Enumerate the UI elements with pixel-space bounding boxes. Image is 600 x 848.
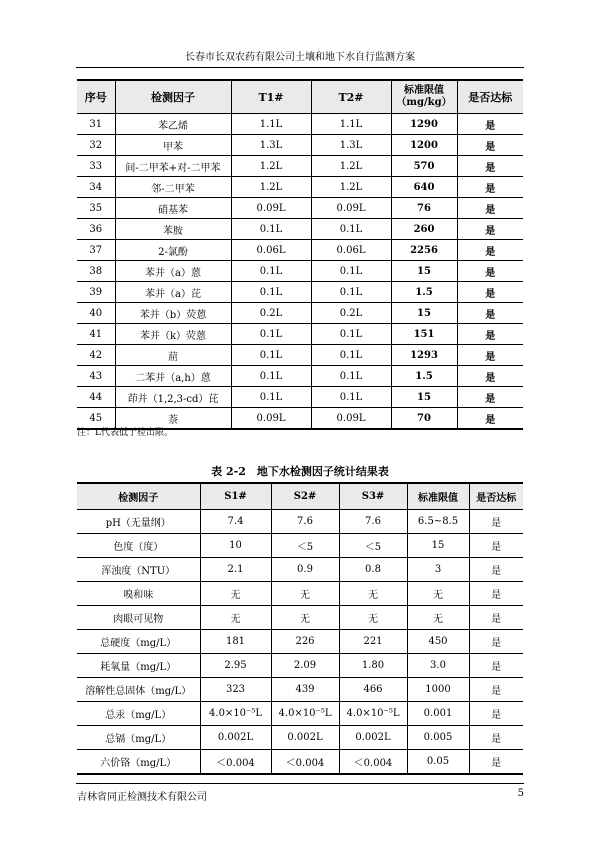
table-cell: 33 xyxy=(77,156,115,177)
table-cell: 总硬度（mg/L） xyxy=(77,630,200,654)
table-cell: 1.80 xyxy=(339,654,407,678)
table-cell: 0.09L xyxy=(231,408,311,430)
table-row xyxy=(77,114,523,135)
table-cell: 45 xyxy=(77,408,115,430)
table-cell: ＜5 xyxy=(339,534,407,558)
table-cell: 15 xyxy=(391,387,457,408)
table-cell: 无 xyxy=(200,582,271,606)
table-row xyxy=(77,135,523,156)
table-cell: 苯并（b）荧蒽 xyxy=(115,303,231,324)
table-cell: 323 xyxy=(200,678,271,702)
col-header-t1: T1# xyxy=(231,80,311,114)
table-cell: 0.1L xyxy=(231,366,311,387)
table-cell: 二苯并（a,h）蒽 xyxy=(115,366,231,387)
table-cell: 是 xyxy=(457,114,523,135)
table-cell: 是 xyxy=(469,534,523,558)
table-cell: 0.1L xyxy=(231,345,311,366)
table-cell: 是 xyxy=(457,408,523,430)
table-cell: 是 xyxy=(457,324,523,345)
table-cell: 76 xyxy=(391,198,457,219)
table-cell: 0.001 xyxy=(407,702,469,726)
table-row xyxy=(77,324,523,345)
table-cell: 0.06L xyxy=(231,240,311,261)
table-cell: 0.05 xyxy=(407,750,469,775)
table-row xyxy=(77,282,523,303)
table-row xyxy=(77,219,523,240)
table-cell: 是 xyxy=(469,630,523,654)
page-number: 5 xyxy=(517,788,524,799)
table-row xyxy=(77,198,523,219)
header-rule xyxy=(76,67,524,68)
table-cell: 是 xyxy=(457,219,523,240)
table-cell: 0.1L xyxy=(231,387,311,408)
table-cell: 肉眼可见物 xyxy=(77,606,200,630)
table-cell: ＜0.004 xyxy=(200,750,271,775)
table-cell: ＜0.004 xyxy=(271,750,339,775)
table-cell: 0.09L xyxy=(311,198,391,219)
table-cell: 0.002L xyxy=(271,726,339,750)
table-cell: 无 xyxy=(407,582,469,606)
table-cell: 1.2L xyxy=(231,177,311,198)
table-cell: 0.9 xyxy=(271,558,339,582)
table-cell: 是 xyxy=(469,726,523,750)
table-cell: 是 xyxy=(457,282,523,303)
col-header-compliant: 是否达标 xyxy=(457,80,523,114)
table-cell: 3 xyxy=(407,558,469,582)
table-row xyxy=(77,534,523,558)
table-cell: 0.1L xyxy=(311,387,391,408)
table-note: 注：L代表低于检出限。 xyxy=(77,428,173,438)
table-cell: 是 xyxy=(469,582,523,606)
table-cell: 苯胺 xyxy=(115,219,231,240)
table-cell: 0.1L xyxy=(311,345,391,366)
table-cell: 0.1L xyxy=(311,282,391,303)
table-cell: 1.3L xyxy=(311,135,391,156)
col-header-t2: T2# xyxy=(311,80,391,114)
col-header-factor: 检测因子 xyxy=(115,80,231,114)
col-header-s3: S3# xyxy=(339,483,407,510)
table-cell: ＜0.004 xyxy=(339,750,407,775)
table-cell: 2-氯酚 xyxy=(115,240,231,261)
table-cell: 1.1L xyxy=(231,114,311,135)
footer-company: 吉林省同正检测技术有限公司 xyxy=(77,792,207,803)
table-row xyxy=(77,726,523,750)
table-cell: 70 xyxy=(391,408,457,430)
table-header-row xyxy=(77,483,523,510)
table-cell: 0.8 xyxy=(339,558,407,582)
page-header: 长春市长双农药有限公司土壤和地下水自行监测方案 xyxy=(185,52,415,63)
table-cell: 0.1L xyxy=(311,366,391,387)
table-row xyxy=(77,156,523,177)
table-cell: 40 xyxy=(77,303,115,324)
table-row xyxy=(77,366,523,387)
table-cell: 苯并（a）芘 xyxy=(115,282,231,303)
table-cell: 1293 xyxy=(391,345,457,366)
table-cell: 0.2L xyxy=(311,303,391,324)
table-cell: 硝基苯 xyxy=(115,198,231,219)
table-cell: 嗅和味 xyxy=(77,582,200,606)
table-cell: 是 xyxy=(469,750,523,775)
table-cell: 42 xyxy=(77,345,115,366)
table-row xyxy=(77,606,523,630)
table-cell: 0.1L xyxy=(231,324,311,345)
table-cell: 41 xyxy=(77,324,115,345)
table-cell: 226 xyxy=(271,630,339,654)
table-row xyxy=(77,303,523,324)
table-cell: 39 xyxy=(77,282,115,303)
col-header-index: 序号 xyxy=(77,80,115,114)
table-cell: 466 xyxy=(339,678,407,702)
table-cell: 15 xyxy=(391,303,457,324)
table-cell: 31 xyxy=(89,118,103,130)
table-cell: 无 xyxy=(271,606,339,630)
table-cell: 0.1L xyxy=(231,282,311,303)
table-cell: 是 xyxy=(457,366,523,387)
table-cell: 221 xyxy=(339,630,407,654)
col-header-s1: S1# xyxy=(200,483,271,510)
table-row xyxy=(77,654,523,678)
table-cell: 茚并（1,2,3-cd）芘 xyxy=(115,387,231,408)
table-cell: 570 xyxy=(391,156,457,177)
table-cell: 0.06L xyxy=(311,240,391,261)
table-cell: 260 xyxy=(391,219,457,240)
table-cell: 0.1L xyxy=(311,219,391,240)
table-cell: 是 xyxy=(469,606,523,630)
table-cell: 37 xyxy=(77,240,115,261)
col-header-limit: 标准限值 xyxy=(407,483,469,510)
table-cell: 是 xyxy=(457,261,523,282)
table-cell: 1000 xyxy=(407,678,469,702)
table-cell: 苯并（a）蒽 xyxy=(115,261,231,282)
col-header-limit-line1: 标准限值 xyxy=(404,85,444,96)
table-row xyxy=(77,345,523,366)
table-cell: 151 xyxy=(391,324,457,345)
table-cell: 溶解性总固体（mg/L） xyxy=(77,678,200,702)
table-cell: 15 xyxy=(391,261,457,282)
table-cell: 1.2L xyxy=(231,156,311,177)
table-cell: 间-二甲苯+对-二甲苯 xyxy=(115,156,231,177)
table-row xyxy=(77,558,523,582)
table-cell: 是 xyxy=(457,198,523,219)
table-cell: 0.1L xyxy=(231,219,311,240)
table-cell: 无 xyxy=(407,606,469,630)
table-cell: 总汞（mg/L） xyxy=(77,702,200,726)
table-cell: 7.4 xyxy=(200,510,271,534)
table-cell: 苯并（k）荧蒽 xyxy=(115,324,231,345)
table-cell: 32 xyxy=(77,135,115,156)
col-header-limit-unit: （mg/kg） xyxy=(396,97,452,108)
table-cell: 450 xyxy=(407,630,469,654)
col-header-limit xyxy=(391,80,457,114)
soil-results-table xyxy=(77,79,523,430)
table-cell: 是 xyxy=(457,156,523,177)
table-cell: 甲苯 xyxy=(115,135,231,156)
table-row xyxy=(77,510,523,534)
table-cell: 181 xyxy=(200,630,271,654)
table-cell: 耗氧量（mg/L） xyxy=(77,654,200,678)
table-cell: 1.2L xyxy=(311,177,391,198)
table-cell: ＜5 xyxy=(271,534,339,558)
table-cell: 是 xyxy=(457,240,523,261)
table-cell: 是 xyxy=(469,654,523,678)
table-cell: 无 xyxy=(339,582,407,606)
table-row xyxy=(77,387,523,408)
table-cell: 1.5 xyxy=(391,366,457,387)
table-cell: 1.5 xyxy=(391,282,457,303)
table-cell: 1.1L xyxy=(311,114,391,135)
table-cell: pH（无量纲） xyxy=(105,518,171,529)
table-header-row xyxy=(77,80,523,114)
table-cell: 无 xyxy=(271,582,339,606)
table-cell: 邻-二甲苯 xyxy=(115,177,231,198)
table-cell: 0.1L xyxy=(231,261,311,282)
table-cell: 10 xyxy=(200,534,271,558)
table-cell: 2.95 xyxy=(200,654,271,678)
table-cell: 2.09 xyxy=(271,654,339,678)
table-cell: 1290 xyxy=(391,114,457,135)
table-cell: 1.3L xyxy=(231,135,311,156)
col-header-compliant: 是否达标 xyxy=(469,483,523,510)
table-cell: 4.0×10⁻⁵L xyxy=(200,702,271,726)
table-cell: 苯乙烯 xyxy=(115,114,231,135)
table-cell: 0.005 xyxy=(407,726,469,750)
table-cell: 0.002L xyxy=(339,726,407,750)
table-cell: 4.0×10⁻⁵L xyxy=(271,702,339,726)
table-cell: 36 xyxy=(77,219,115,240)
table-cell: 1.2L xyxy=(311,156,391,177)
table-row xyxy=(77,240,523,261)
table-cell: 是 xyxy=(469,558,523,582)
table-cell: 无 xyxy=(339,606,407,630)
table-cell: 0.09L xyxy=(231,198,311,219)
table-cell: 43 xyxy=(77,366,115,387)
table-cell: 640 xyxy=(391,177,457,198)
footer-rule xyxy=(76,783,524,784)
table-cell: 䓛 xyxy=(115,345,231,366)
table-cell: 38 xyxy=(77,261,115,282)
table-cell: 0.2L xyxy=(231,303,311,324)
table-cell: 是 xyxy=(469,678,523,702)
col-header-s2: S2# xyxy=(271,483,339,510)
table-row xyxy=(77,750,523,775)
table-cell: 15 xyxy=(407,534,469,558)
table-cell: 浑浊度（NTU） xyxy=(77,558,200,582)
table-row xyxy=(77,582,523,606)
table-row xyxy=(77,261,523,282)
table-cell: 六价铬（mg/L） xyxy=(77,750,200,775)
table-cell: 3.0 xyxy=(407,654,469,678)
table-cell: 4.0×10⁻⁵L xyxy=(339,702,407,726)
table-cell: 是 xyxy=(457,387,523,408)
table-cell: 0.002L xyxy=(200,726,271,750)
table-row xyxy=(77,702,523,726)
table-row xyxy=(77,678,523,702)
table-cell: 总镉（mg/L） xyxy=(77,726,200,750)
table-cell: 色度（度） xyxy=(77,534,200,558)
table-cell: 7.6 xyxy=(271,510,339,534)
table-cell: 是 xyxy=(457,303,523,324)
table-cell: 是 xyxy=(457,177,523,198)
table-cell: 6.5~8.5 xyxy=(407,510,469,534)
table-cell: 0.1L xyxy=(311,261,391,282)
groundwater-results-table xyxy=(77,482,523,775)
table-cell: 萘 xyxy=(115,408,231,430)
table-cell: 7.6 xyxy=(339,510,407,534)
table-cell: 是 xyxy=(469,702,523,726)
table-cell: 是 xyxy=(457,135,523,156)
table-cell: 1200 xyxy=(391,135,457,156)
table-cell: 439 xyxy=(271,678,339,702)
table-cell: 无 xyxy=(200,606,271,630)
table-row xyxy=(77,177,523,198)
table-cell: 是 xyxy=(457,345,523,366)
table-row xyxy=(77,630,523,654)
table-cell: 0.1L xyxy=(311,324,391,345)
table-cell: 2256 xyxy=(391,240,457,261)
table-title: 表 2-2 地下水检测因子统计结果表 xyxy=(211,465,389,478)
table-cell: 35 xyxy=(77,198,115,219)
table-cell: 是 xyxy=(469,510,523,534)
table-cell: 34 xyxy=(77,177,115,198)
table-cell: 0.09L xyxy=(311,408,391,430)
table-cell: 2.1 xyxy=(200,558,271,582)
table-cell: 44 xyxy=(77,387,115,408)
col-header-factor: 检测因子 xyxy=(77,483,200,510)
